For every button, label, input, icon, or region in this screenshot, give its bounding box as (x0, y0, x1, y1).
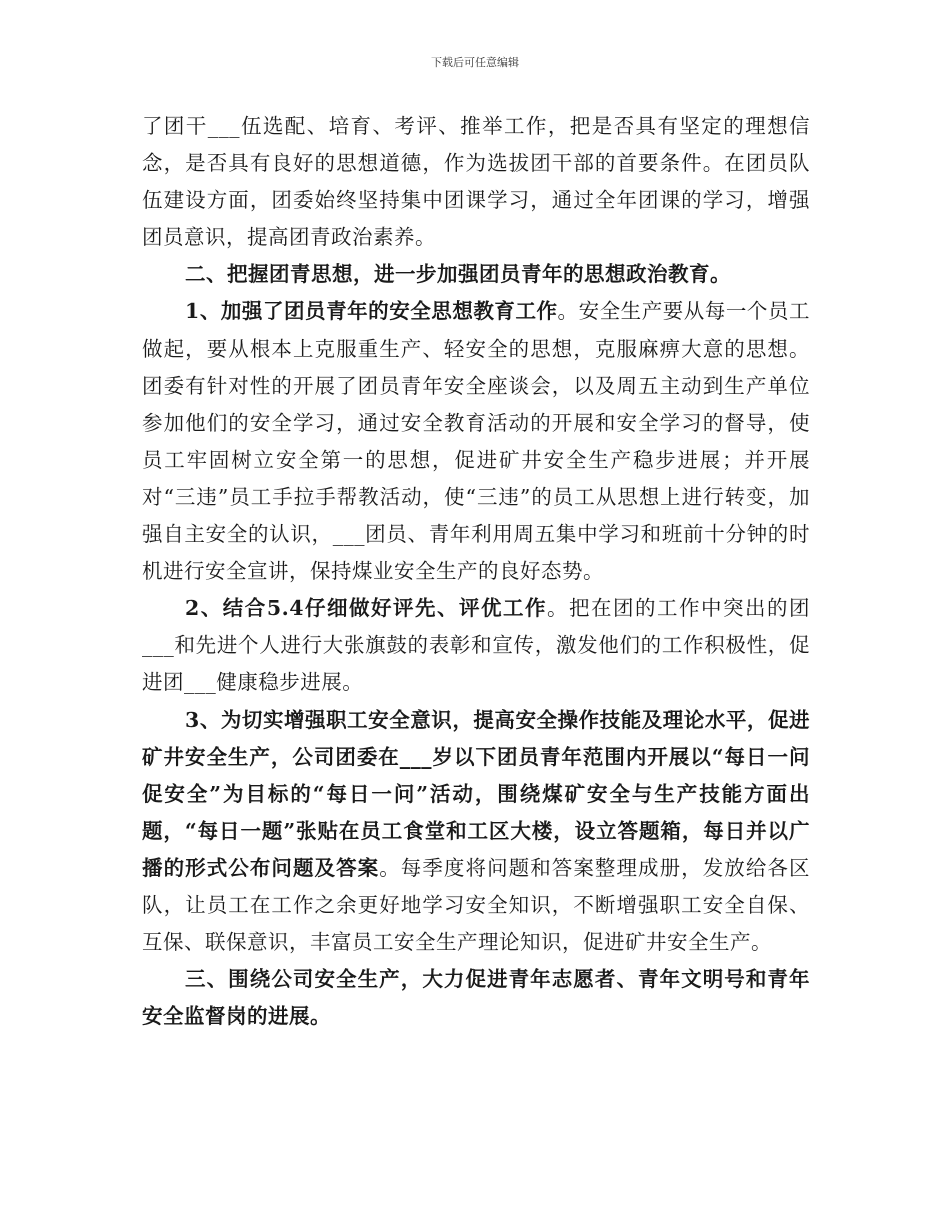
section-heading-3 (142, 961, 810, 1035)
document-body (142, 108, 810, 1035)
paragraph-item-1 (142, 293, 810, 590)
item-heading-text: 1、加强了团员青年的安全思想教育工作 (185, 299, 558, 324)
paragraph-continuation (142, 108, 810, 256)
paragraph-text: 。把在团的工作中突出的团___和先进个人进行大张旗鼓的表彰和宣传，激发他们的工作积极性，促进团___健康稳步进展。 (142, 596, 810, 695)
item-heading-text: 2、结合5.4仔细做好评先、评优工作 (185, 596, 547, 621)
section-heading-2 (142, 256, 810, 293)
section-heading-text: 三、围绕公司安全生产，大力促进青年志愿者、青年文明号和青年安全监督岗的进展。 (142, 967, 810, 1029)
paragraph-item-3 (142, 702, 810, 962)
paragraph-text: 。每季度将问题和答案整理成册，发放给各区队，让员工在工作之余更好地学习安全知识，不断增强职工安全自保、互保、联保意识，丰富员工安全生产理论知识，促进矿井安全生产。 (142, 855, 810, 955)
paragraph-text: 了团干___伍选配、培育、考评、推举工作，把是否具有坚定的理想信念，是否具有良好的思想道德，作为选拔团干部的首要条件。在团员队伍建设方面，团委始终坚持集中团课学习，通过全年团课的学习，增强团员意识，提高团青政治素养。 (142, 114, 810, 250)
page-header: 下载后可任意编辑 (431, 56, 519, 69)
paragraph-text: 。安全生产要从每一个员工做起，要从根本上克服重生产、轻安全的思想，克服麻痹大意的思想。团委有针对性的开展了团员青年安全座谈会，以及周五主动到生产单位参加他们的安全学习，通过安全教育活动的开展和安全学习的督导，使员工牢固树立安全第一的思想，促进矿井安全生产稳步进展；并开展对“三违”员工手拉手帮教活动，使“三违”的员工从思想上进行转变，加强自主安全的认识，___团员、青年利用周五集中学习和班前十分钟的时机进行安全宣讲，保持煤业安全生产的良好态势。 (142, 299, 810, 584)
item-heading-text: 3、为切实增强职工安全意识，提高安全操作技能及理论水平，促进矿井安全生产，公司团委在___岁以下团员青年范围内开展以“每日一问促安全”为目标的“每日一问”活动，围绕煤矿安全与生产技能方面出题，“每日一题”张贴在员工食堂和工区大楼，设立答题箱，每日并以广播的形式公布问题及答案 (142, 707, 810, 880)
section-heading-text: 二、把握团青思想，进一步加强团员青年的思想政治教育。 (185, 262, 732, 287)
paragraph-item-2 (142, 590, 810, 701)
